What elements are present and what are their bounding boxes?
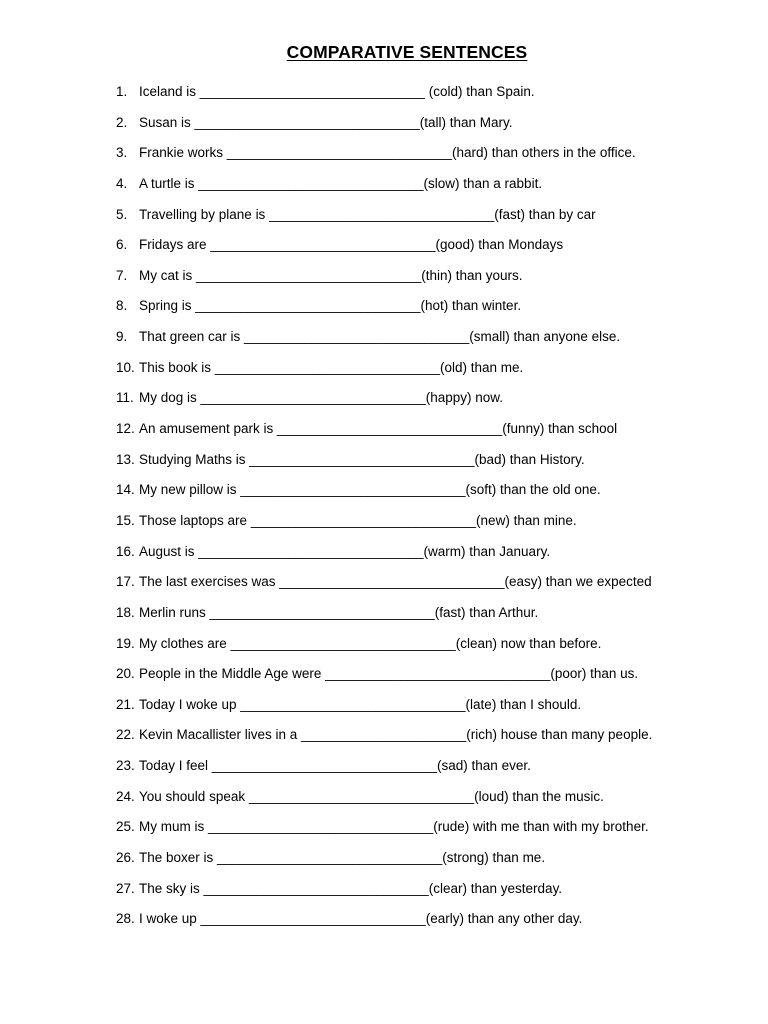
sentence-item xyxy=(0,481,768,512)
sentence-item xyxy=(0,83,768,114)
item-number: 18. xyxy=(116,604,135,620)
sentence-item xyxy=(0,175,768,206)
item-number: 19. xyxy=(116,635,135,651)
sentence-text: Those laptops are ______________________________(new) than mine. xyxy=(139,512,577,528)
item-number: 17. xyxy=(116,574,135,590)
sentence-item xyxy=(0,512,768,543)
sentence-text: My mum is ______________________________(rude) with me than with my brother. xyxy=(139,819,649,835)
item-number: 26. xyxy=(116,850,135,866)
item-number: 11. xyxy=(116,390,134,406)
sentence-item xyxy=(0,849,768,880)
sentence-text: I woke up ______________________________(early) than any other day. xyxy=(139,911,583,927)
sentence-text: You should speak ______________________________(loud) than the music. xyxy=(139,788,604,804)
sentence-text: Today I feel ______________________________(sad) than ever. xyxy=(139,758,531,774)
sentence-item xyxy=(0,236,768,267)
sentence-item xyxy=(0,665,768,696)
sentence-item xyxy=(0,144,768,175)
worksheet-title: COMPARATIVE SENTENCES xyxy=(286,42,528,62)
sentence-text: This book is ______________________________(old) than me. xyxy=(139,359,524,375)
sentence-text: Travelling by plane is ______________________________(fast) than by car xyxy=(139,206,596,222)
sentence-item xyxy=(0,818,768,849)
item-number: 3. xyxy=(116,145,128,161)
sentence-text: The last exercises was ______________________________(easy) than we expected xyxy=(139,574,652,590)
item-number: 2. xyxy=(116,114,128,130)
item-number: 6. xyxy=(116,237,128,253)
item-number: 25. xyxy=(116,819,135,835)
item-number: 27. xyxy=(116,880,135,896)
sentence-item xyxy=(0,420,768,451)
sentence-text: That green car is ______________________________(small) than anyone else. xyxy=(139,329,621,345)
item-number: 24. xyxy=(116,788,135,804)
sentence-item xyxy=(0,726,768,757)
item-number: 15. xyxy=(116,512,135,528)
sentence-item xyxy=(0,359,768,390)
sentence-text: Studying Maths is ______________________________(bad) than History. xyxy=(139,451,585,467)
sentence-list xyxy=(0,83,768,941)
sentence-text: Iceland is ______________________________ (cold) than Spain. xyxy=(139,84,535,99)
sentence-text: August is ______________________________(warm) than January. xyxy=(139,543,551,559)
item-number: 7. xyxy=(116,267,128,283)
sentence-item xyxy=(0,604,768,635)
sentence-text: My new pillow is ______________________________(soft) than the old one. xyxy=(139,482,601,498)
sentence-text: Frankie works ______________________________(hard) than others in the office. xyxy=(139,145,636,161)
sentence-item xyxy=(0,389,768,420)
item-number: 21. xyxy=(116,696,135,712)
sentence-text: My cat is ______________________________(thin) than yours. xyxy=(139,267,523,283)
item-number: 4. xyxy=(116,175,128,191)
sentence-item xyxy=(0,114,768,145)
sentence-text: The sky is ______________________________(clear) than yesterday. xyxy=(139,880,563,896)
item-number: 20. xyxy=(116,666,135,682)
item-number: 28. xyxy=(116,911,135,927)
sentence-text: A turtle is ______________________________(slow) than a rabbit. xyxy=(139,175,543,191)
item-number: 16. xyxy=(116,543,135,559)
sentence-text: My dog is ______________________________(happy) now. xyxy=(139,390,504,406)
sentence-item xyxy=(0,543,768,574)
sentence-text: Kevin Macallister lives in a ______________________(rich) house than many people. xyxy=(139,727,653,743)
sentence-item xyxy=(0,451,768,482)
item-number: 1. xyxy=(116,84,128,99)
sentence-item xyxy=(0,328,768,359)
sentence-item xyxy=(0,696,768,727)
sentence-text: Susan is ______________________________(tall) than Mary. xyxy=(139,114,513,130)
item-number: 22. xyxy=(116,727,135,743)
item-number: 5. xyxy=(116,206,128,222)
sentence-item xyxy=(0,297,768,328)
item-number: 12. xyxy=(116,421,135,437)
sentence-text: The boxer is ______________________________(strong) than me. xyxy=(139,850,546,866)
sentence-text: Fridays are ______________________________(good) than Mondays xyxy=(139,237,564,253)
item-number: 23. xyxy=(116,758,135,774)
sentence-text: My clothes are ______________________________(clean) now than before. xyxy=(139,635,602,651)
sentence-item xyxy=(0,206,768,237)
item-number: 8. xyxy=(116,298,128,314)
sentence-item xyxy=(0,267,768,298)
sentence-text: Merlin runs ______________________________(fast) than Arthur. xyxy=(139,604,539,620)
sentence-text: An amusement park is ______________________________(funny) than school xyxy=(139,421,618,437)
sentence-text: People in the Middle Age were ______________________________(poor) than us. xyxy=(139,666,639,682)
item-number: 14. xyxy=(116,482,135,498)
sentence-item xyxy=(0,757,768,788)
item-number: 9. xyxy=(116,329,128,345)
sentence-text: Spring is ______________________________(hot) than winter. xyxy=(139,298,522,314)
item-number: 10. xyxy=(116,359,135,375)
item-number: 13. xyxy=(116,451,135,467)
sentence-text: Today I woke up ______________________________(late) than I should. xyxy=(139,696,582,712)
sentence-item xyxy=(0,788,768,819)
sentence-item xyxy=(0,573,768,604)
sentence-item xyxy=(0,910,768,941)
sentence-item xyxy=(0,635,768,666)
sentence-item xyxy=(0,880,768,911)
